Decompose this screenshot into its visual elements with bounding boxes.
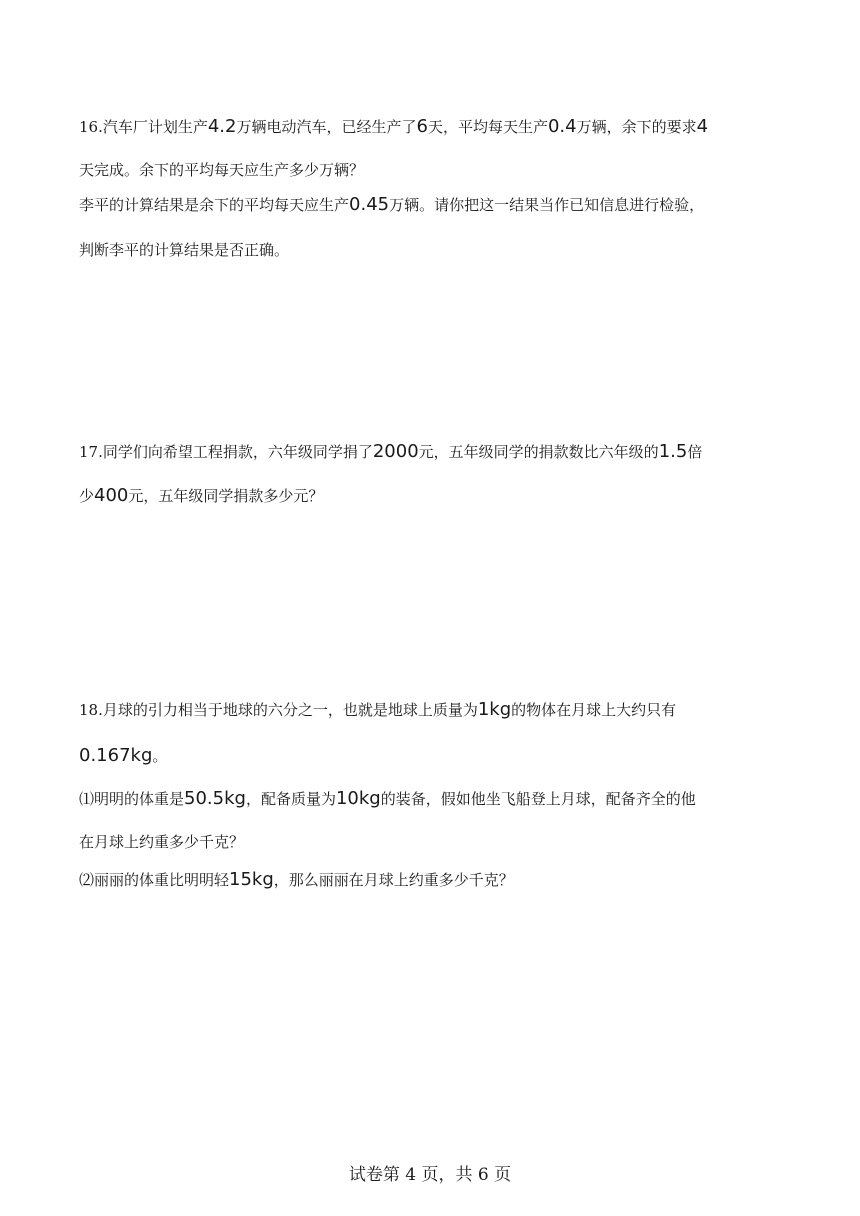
q18-sub1-line-2: 在月球上约重多少千克？ bbox=[79, 833, 245, 851]
q18-sub2-line-1: ⑵丽丽的体重比明明轻15kg，那么丽丽在月球上约重多少千克？ bbox=[79, 869, 514, 890]
q16-line-4: 判断李平的计算结果是否正确。 bbox=[79, 241, 290, 259]
q17-line-2: 少400元，五年级同学捐款多少元？ bbox=[79, 485, 324, 506]
q16-line-1: 16.汽车厂计划生产4.2万辆电动汽车，已经生产了6天，平均每天生产0.4万辆，余下的要求4 bbox=[79, 116, 709, 137]
q18-line-2: 0.167kg。 bbox=[79, 745, 168, 766]
q16-line-3: 李平的计算结果是余下的平均每天应生产0.45万辆。请你把这一结果当作已知信息进行检验， bbox=[79, 194, 705, 215]
q16-line-2: 天完成。余下的平均每天应生产多少万辆？ bbox=[79, 161, 365, 179]
q18-line-1: 18.月球的引力相当于地球的六分之一，也就是地球上质量为1kg的物体在月球上大约只有 bbox=[79, 699, 677, 720]
page-footer: 试卷第 4 页，共 6 页 bbox=[348, 1165, 512, 1185]
q18-sub1-line-1: ⑴明明的体重是50.5kg，配备质量为10kg的装备，假如他坐飞船登上月球，配备齐全的他 bbox=[79, 788, 696, 809]
q17-line-1: 17.同学们向希望工程捐款，六年级同学捐了2000元，五年级同学的捐款数比六年级的1.5倍 bbox=[79, 441, 703, 462]
